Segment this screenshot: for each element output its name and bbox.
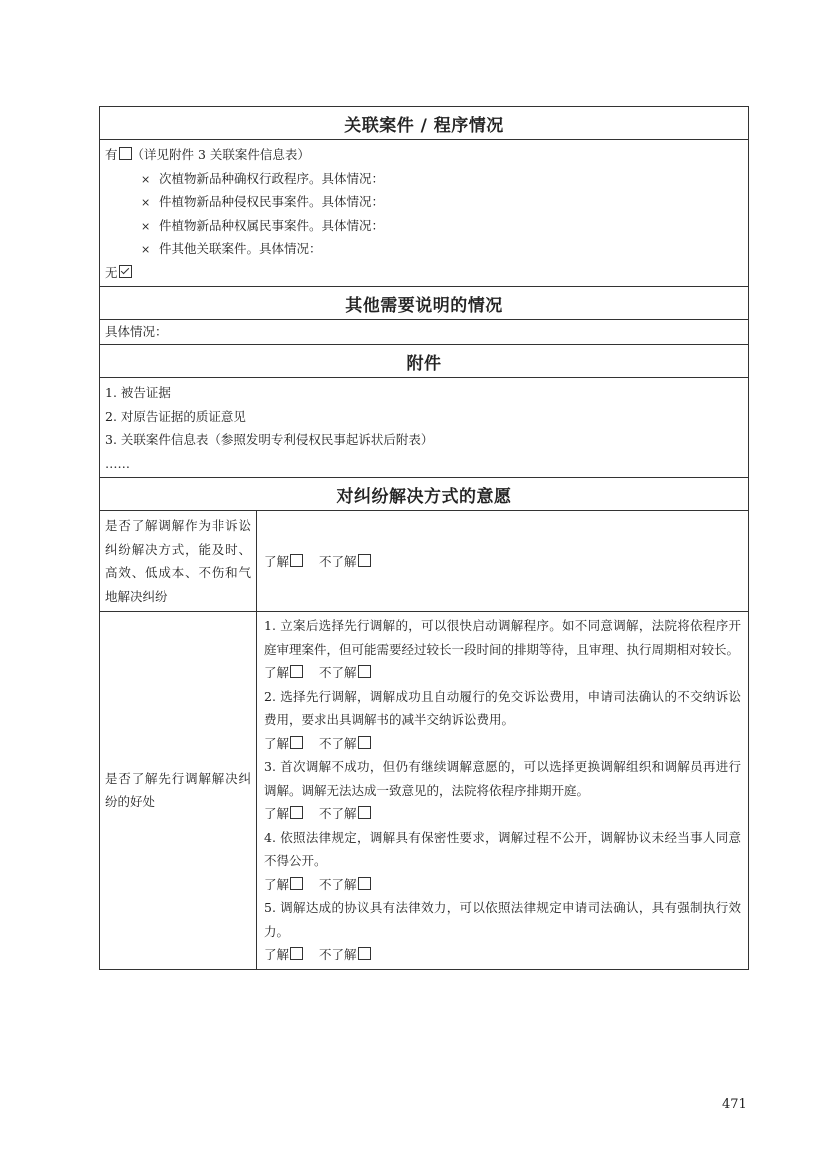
not-understand-checkbox[interactable] <box>358 736 371 749</box>
willingness-title: 对纠纷解决方式的意愿 <box>100 478 749 511</box>
understand-label: 了解 <box>264 735 290 751</box>
not-understand-checkbox[interactable] <box>358 806 371 819</box>
other-title: 其他需要说明的情况 <box>100 287 749 320</box>
attachment-item: 2. 对原告证据的质证意见 <box>105 408 246 424</box>
none-label: 无 <box>105 264 118 280</box>
benefit-answer <box>264 732 741 756</box>
has-related-note: （详见附件 3 关联案件信息表） <box>131 147 310 162</box>
no-related-line <box>105 261 743 285</box>
benefit-answer <box>264 943 741 967</box>
attachments-header-row <box>100 345 749 378</box>
understand-checkbox[interactable] <box>290 554 303 567</box>
related-item-text: 次植物新品种确权行政程序。具体情况： <box>158 170 384 186</box>
page-number: 471 <box>722 1097 747 1112</box>
related-cases-header-row <box>100 107 749 140</box>
understand-checkbox[interactable] <box>290 665 303 678</box>
has-related-line <box>105 143 743 167</box>
attachment-item: 3. 关联案件信息表（参照发明专利侵权民事起诉状后附表） <box>105 432 434 447</box>
other-body-row <box>100 320 749 345</box>
understand-checkbox[interactable] <box>290 806 303 819</box>
benefit-answer <box>264 661 741 685</box>
benefits-cell <box>257 612 749 970</box>
related-cases-title: 关联案件 / 程序情况 <box>100 107 749 140</box>
question-row-2 <box>100 612 749 970</box>
related-cases-body-row <box>100 140 749 287</box>
attachments-body-row <box>100 378 749 478</box>
cross-mark-icon: × <box>141 196 151 209</box>
other-detail[interactable]: 具体情况： <box>100 320 749 345</box>
understand-label: 了解 <box>264 554 290 569</box>
not-understand-label: 不了解 <box>319 554 357 569</box>
understand-label: 了解 <box>264 876 290 892</box>
related-item-text: 件植物新品种侵权民事案件。具体情况： <box>158 194 384 209</box>
question-mediation-awareness: 是否了解调解作为非诉讼纠纷解决方式，能及时、高效、低成本、不伤和气地解决纠纷 <box>100 511 257 612</box>
attachments-title: 附件 <box>100 345 749 378</box>
related-item <box>105 190 743 214</box>
not-understand-label: 不了解 <box>319 876 357 892</box>
understand-checkbox[interactable] <box>290 947 303 960</box>
related-item-text: 件植物新品种权属民事案件。具体情况： <box>158 217 384 233</box>
none-checkbox-checked[interactable] <box>119 265 132 278</box>
related-item-text: 件其他关联案件。具体情况： <box>158 241 322 256</box>
not-understand-checkbox[interactable] <box>358 665 371 678</box>
related-item <box>105 237 743 261</box>
benefit-point: 2. 选择先行调解，调解成功且自动履行的免交诉讼费用，申请司法确认的不交纳诉讼费用，要求出具调解书的减半交纳诉讼费用。 <box>264 688 742 727</box>
question-pre-mediation-benefits: 是否了解先行调解解决纠纷的好处 <box>100 612 257 970</box>
cross-mark-icon: × <box>141 219 151 233</box>
understand-label: 了解 <box>264 947 290 962</box>
benefit-point: 1. 立案后选择先行调解的，可以很快启动调解程序。如不同意调解，法院将依程序开庭审理案件，但可能需要经过较长一段时间的排期等待，且审理、执行周期相对较长。 <box>264 618 742 657</box>
has-related-checkbox[interactable] <box>119 147 132 160</box>
attachment-item: 1. 被告证据 <box>105 385 171 400</box>
attachment-item: …… <box>105 455 130 471</box>
not-understand-checkbox[interactable] <box>358 947 371 960</box>
cross-mark-icon: × <box>141 243 151 256</box>
understand-checkbox[interactable] <box>290 736 303 749</box>
question-row-1 <box>100 511 749 612</box>
understand-label: 了解 <box>264 806 290 821</box>
not-understand-label: 不了解 <box>319 665 357 680</box>
benefit-answer <box>264 873 741 897</box>
attachments-body <box>100 378 749 478</box>
other-header-row <box>100 287 749 320</box>
benefit-point: 3. 首次调解不成功，但仍有继续调解意愿的，可以选择更换调解组织和调解员再进行调解。调解无法达成一致意见的，法院将依程序排期开庭。 <box>264 759 742 798</box>
related-item <box>105 167 743 191</box>
willingness-header-row <box>100 478 749 511</box>
related-cases-body <box>100 140 749 287</box>
cross-mark-icon: × <box>141 172 151 186</box>
not-understand-checkbox[interactable] <box>358 554 371 567</box>
benefit-answer <box>264 802 741 826</box>
benefit-point: 5. 调解达成的协议具有法律效力，可以依照法律规定申请司法确认，具有强制执行效力。 <box>264 900 742 939</box>
related-item <box>105 214 743 238</box>
case-form-table <box>99 106 749 970</box>
answer-cell-1 <box>257 511 749 612</box>
not-understand-label: 不了解 <box>319 806 357 821</box>
not-understand-label: 不了解 <box>319 735 357 751</box>
not-understand-label: 不了解 <box>319 947 357 962</box>
has-label: 有 <box>105 147 118 162</box>
benefit-point: 4. 依照法律规定，调解具有保密性要求，调解过程不公开，调解协议未经当事人同意不得公开。 <box>264 829 742 868</box>
understand-label: 了解 <box>264 665 290 680</box>
not-understand-checkbox[interactable] <box>358 877 371 890</box>
understand-checkbox[interactable] <box>290 877 303 890</box>
